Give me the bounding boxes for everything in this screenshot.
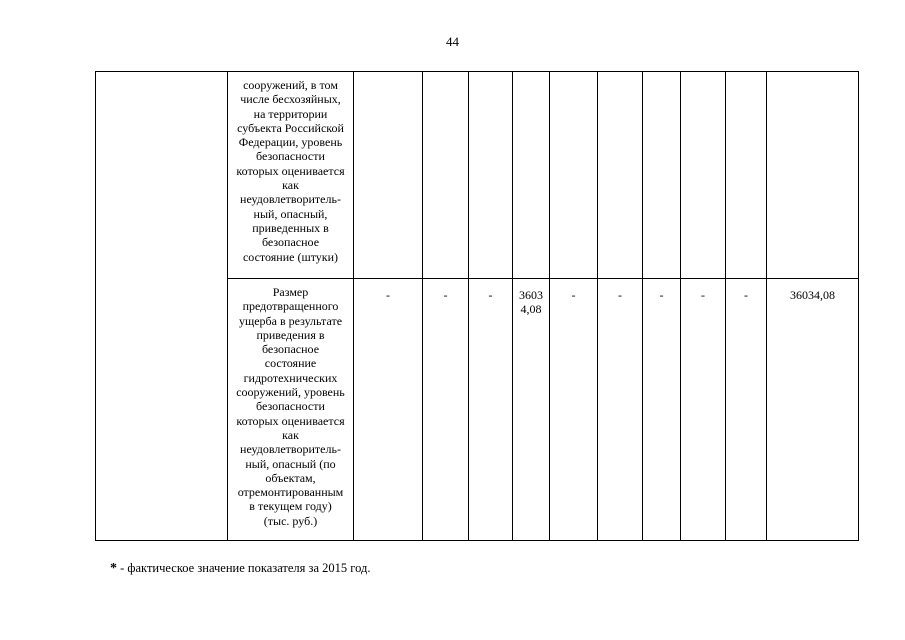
value-cell [726,72,767,279]
value-cell [423,72,469,279]
description-line: состояние (штуки) [242,249,339,264]
value-cell: - [726,279,767,541]
description-line: как [282,178,299,193]
description-line: объектам, [265,470,316,485]
value-cell [643,72,681,279]
description-line: сооружений, уровень [236,385,345,400]
footnote-asterisk: * [110,561,117,576]
description-line: ный, опасный, [253,206,328,221]
value-cell: - [598,279,643,541]
description-line: отремонтированным [237,485,344,500]
description-line: которых оценивается [236,413,345,428]
indicator-description-cell [228,279,354,541]
description-line: как [282,427,299,442]
description-line: неудовлетворитель- [240,442,341,457]
empty-first-column-cell [96,72,228,541]
value-cell: 36034,08 [767,279,859,541]
value-cell [767,72,859,279]
description-line: (тыс. руб.) [263,513,318,528]
value-cell [513,72,550,279]
value-cell-wrapped [513,279,550,541]
indicator-description-cell [228,72,354,279]
description-line: Размер [272,285,309,299]
footnote-text: - фактическое значение показателя за 2015 год. [117,561,371,575]
value-cell: - [643,279,681,541]
value-cell: - [354,279,423,541]
wrapped-value [513,279,549,317]
description-line: безопасности [256,149,325,164]
description-line: субъекта Российской [237,120,344,135]
table-row [96,72,859,279]
description-line: приведенных в [252,220,329,235]
description-line: предотвращенного [242,299,339,314]
description-line: сооружений, в том [243,78,338,92]
description-line: числе бесхозяйных, [240,92,341,107]
value-cell [550,72,598,279]
description-line: Федерации, уровень [238,135,343,150]
data-table [95,71,859,541]
description-line: ный, опасный (по [245,456,336,471]
value-cell: - [550,279,598,541]
description-line: которых оценивается [236,163,345,178]
page-number: 44 [446,34,459,49]
value-cell: - [423,279,469,541]
value-line: 4,08 [520,302,542,317]
description-line: неудовлетворитель- [240,192,341,207]
value-cell: - [681,279,726,541]
description-line: ущерба в результате [238,313,343,328]
description-line: безопасности [256,399,325,414]
indicator-description [228,279,353,532]
value-line: 3603 [519,288,543,302]
indicator-description [228,72,353,268]
description-line: безопасное [261,235,320,250]
description-line: на территории [253,106,328,121]
description-line: безопасное [261,342,320,357]
value-cell [354,72,423,279]
value-cell [681,72,726,279]
description-line: состояние [264,356,317,371]
footnote [110,561,370,577]
description-line: приведения в [256,327,325,342]
value-cell: - [469,279,513,541]
description-line: в текущем году) [249,499,332,514]
value-cell [598,72,643,279]
description-line: гидротехнических [243,370,338,385]
value-cell [469,72,513,279]
